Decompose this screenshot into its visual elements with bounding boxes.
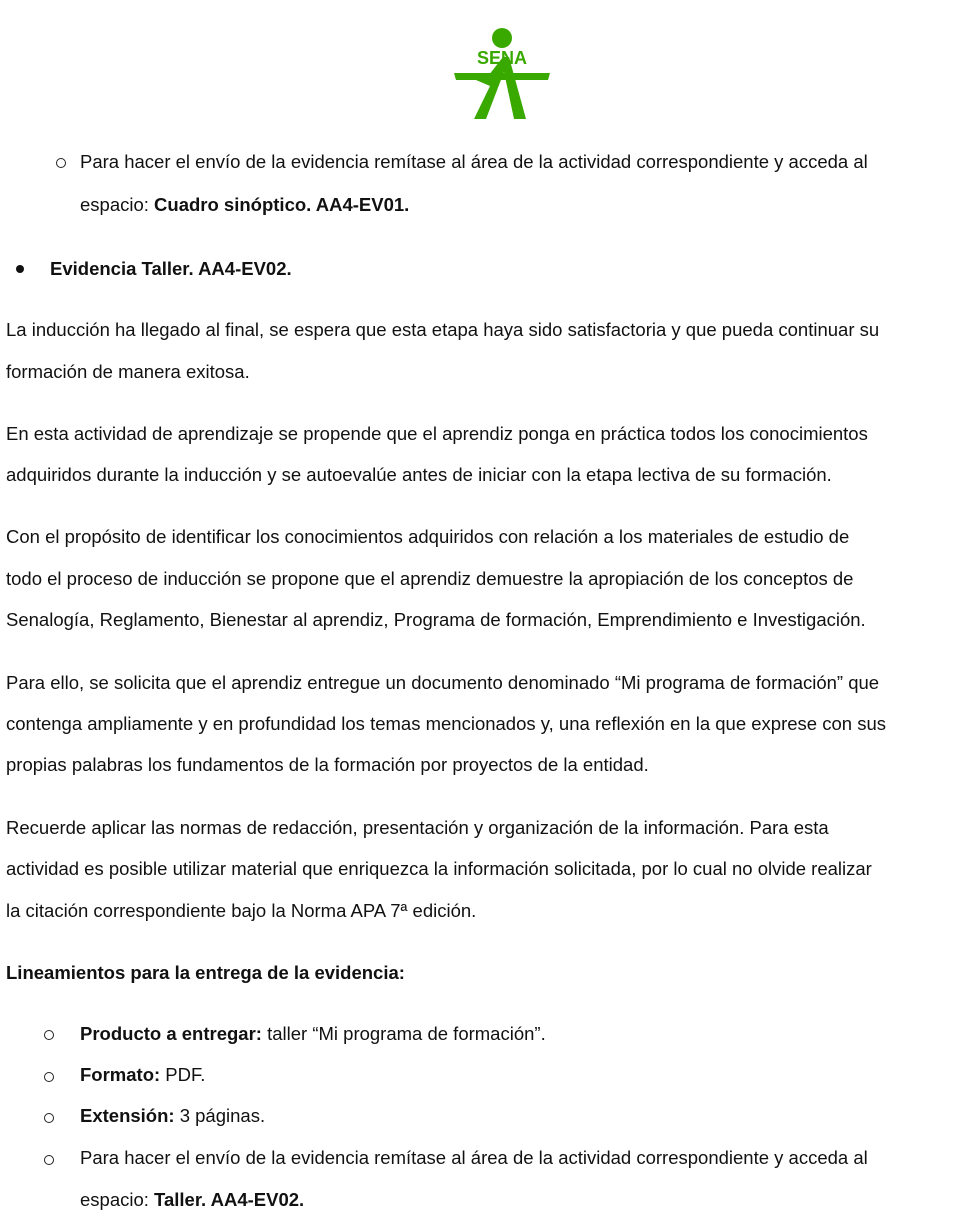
send-item-line2: espacio: Taller. AA4-EV02. bbox=[80, 1189, 305, 1210]
bullet-label: Evidencia Taller. AA4-EV02. bbox=[50, 258, 292, 279]
paragraph-line: Recuerde aplicar las normas de redacción, presentación y organización de la información. Para esta bbox=[6, 817, 829, 838]
sena-logo-icon bbox=[452, 27, 552, 123]
paragraph-line: contenga ampliamente y en profundidad los temas mencionados y, una reflexión en la que exprese con sus bbox=[6, 713, 886, 734]
send-item-line1: Para hacer el envío de la evidencia remítase al área de la actividad correspondiente y acceda al bbox=[80, 1147, 868, 1168]
paragraph-line: Para ello, se solicita que el aprendiz entregue un documento denominado “Mi programa de formación” que bbox=[6, 672, 880, 693]
paragraph-line: La inducción ha llegado al final, se espera que esta etapa haya sido satisfactoria y que pueda continuar su bbox=[6, 319, 880, 340]
paragraph-line: todo el proceso de inducción se propone que el aprendiz demuestre la apropiación de los conceptos de bbox=[6, 568, 854, 589]
circle-bullet-icon bbox=[44, 1155, 54, 1165]
format-item: Formato: PDF. bbox=[80, 1064, 206, 1085]
product-item: Producto a entregar: taller “Mi programa de formación”. bbox=[80, 1023, 546, 1044]
paragraph-line: propias palabras los fundamentos de la formación por proyectos de la entidad. bbox=[6, 754, 649, 775]
paragraph-line: actividad es posible utilizar material que enriquezca la información solicitada, por lo cual no olvide realizar bbox=[6, 858, 872, 879]
item1-line2: espacio: Cuadro sinóptico. AA4-EV01. bbox=[80, 194, 410, 215]
circle-bullet-icon bbox=[44, 1072, 54, 1082]
paragraph-line: Con el propósito de identificar los conocimientos adquiridos con relación a los materiales de estudio de bbox=[6, 526, 850, 547]
paragraph-line: formación de manera exitosa. bbox=[6, 361, 250, 382]
circle-bullet-icon bbox=[44, 1113, 54, 1123]
guidelines-heading: Lineamientos para la entrega de la evidencia: bbox=[6, 962, 405, 983]
bullet-dot-icon bbox=[16, 265, 24, 273]
extension-item: Extensión: 3 páginas. bbox=[80, 1105, 266, 1126]
paragraph-line: En esta actividad de aprendizaje se propende que el aprendiz ponga en práctica todos los conocimientos bbox=[6, 423, 868, 444]
paragraph-line: adquiridos durante la inducción y se autoevalúe antes de iniciar con la etapa lectiva de su formación. bbox=[6, 464, 832, 485]
paragraph-line: la citación correspondiente bajo la Norma APA 7ª edición. bbox=[6, 900, 477, 921]
circle-bullet-icon bbox=[56, 158, 66, 168]
paragraph-line: Senalogía, Reglamento, Bienestar al aprendiz, Programa de formación, Emprendimiento e Investigación. bbox=[6, 609, 866, 630]
circle-bullet-icon bbox=[44, 1030, 54, 1040]
sena-logo bbox=[452, 27, 552, 123]
logo-text: SENA bbox=[476, 48, 527, 68]
item1-line1: Para hacer el envío de la evidencia remítase al área de la actividad correspondiente y acceda al bbox=[80, 151, 868, 172]
